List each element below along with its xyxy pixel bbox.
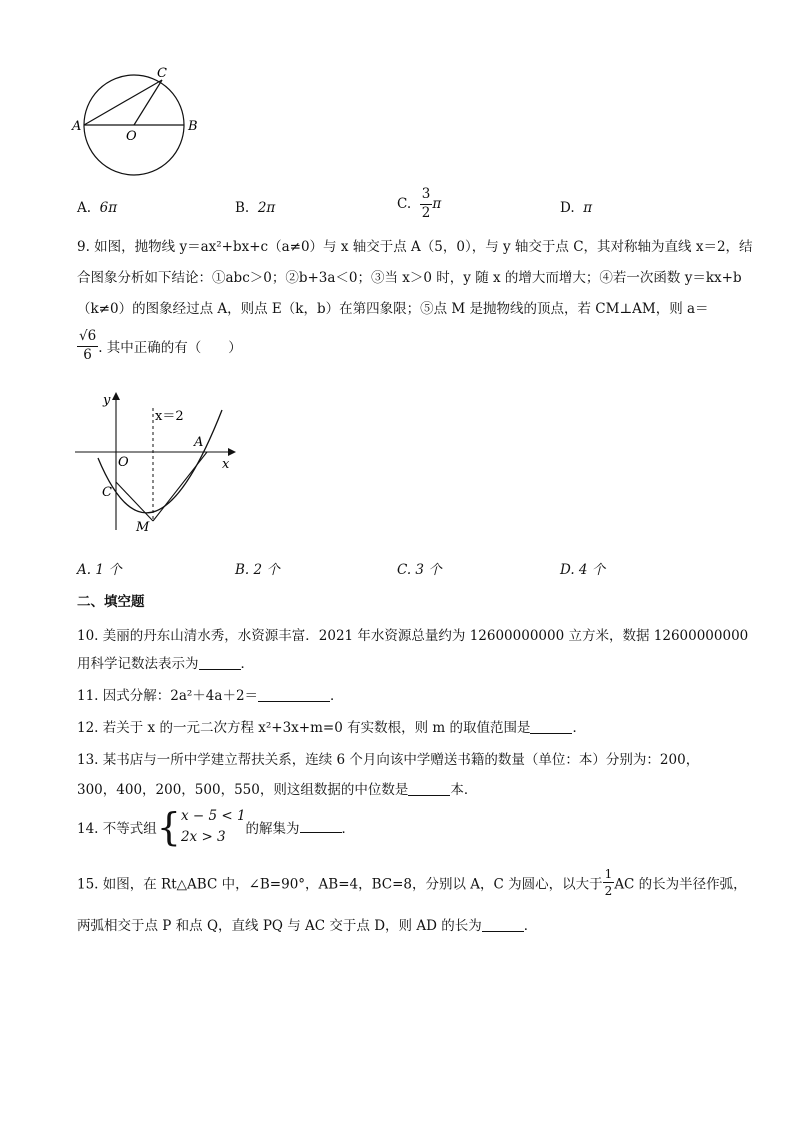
q15-line-2-text: 两弧相交于点 P 和点 Q，直线 PQ 与 AC 交于点 D，则 AD 的长为 bbox=[77, 918, 482, 934]
answer-blank[interactable] bbox=[300, 820, 342, 833]
circle-figure bbox=[70, 62, 210, 177]
q14-post: 的解集为 bbox=[245, 820, 300, 837]
q14-line bbox=[77, 806, 355, 848]
fraction-denominator: 6 bbox=[83, 346, 92, 363]
x-axis-arrow bbox=[228, 448, 236, 456]
inequality-1: x − 5 < 1 bbox=[180, 808, 246, 824]
option-value: 2π bbox=[257, 200, 276, 216]
option-letter: B. bbox=[235, 200, 250, 216]
q9-option-c: C. 3 个 bbox=[397, 562, 442, 578]
q15-line-1-text: 15. 如图，在 Rt△ABC 中，∠B=90°，AB=4，BC=8，分别以 A，C 为圆心，以大于 bbox=[77, 876, 603, 893]
q13-line-1: 13. 某书店与一所中学建立帮扶关系，连续 6 个月向该中学赠送书籍的数量（单位：本）分别为：200， bbox=[77, 752, 700, 768]
option-value: π bbox=[583, 200, 593, 216]
brace: { bbox=[156, 804, 181, 849]
q15-end: ． bbox=[523, 918, 538, 934]
fraction-denominator: 2 bbox=[604, 884, 613, 898]
q9-line-3: （k≠0）的图象经过点 A，则点 E（k，b）在第四象限；⑤点 M 是抛物线的顶点，若 CM⊥AM，则 a＝ bbox=[77, 301, 709, 317]
q10-line-2 bbox=[77, 652, 254, 672]
label-o: O bbox=[118, 455, 129, 470]
parabola-curve bbox=[98, 410, 222, 513]
q9-line-2: 合图象分析如下结论：①abc＞0；②b+3a＜0；③当 x＞0 时，y 随 x 的增大而增大；④若一次函数 y＝kx+b bbox=[77, 270, 742, 286]
section-title: 二、填空题 bbox=[77, 594, 145, 610]
fraction-3-2 bbox=[420, 188, 433, 220]
option-value: 6π bbox=[99, 200, 118, 216]
q13-line-2 bbox=[77, 778, 477, 798]
label-m: M bbox=[136, 520, 150, 535]
fraction-denominator: 2 bbox=[421, 204, 431, 221]
label-x: x bbox=[222, 457, 230, 472]
label-c: C bbox=[157, 66, 167, 81]
q8-option-d bbox=[560, 200, 592, 216]
answer-blank[interactable] bbox=[408, 783, 450, 796]
label-c: C bbox=[102, 485, 112, 500]
q8-option-a bbox=[77, 200, 117, 216]
label-o: O bbox=[126, 129, 137, 144]
q10-line-2-text: 用科学记数法表示为 bbox=[77, 656, 199, 672]
fraction-sqrt6-6 bbox=[77, 330, 98, 362]
chord-ac bbox=[84, 80, 162, 125]
fraction-numerator: √6 bbox=[77, 330, 98, 347]
option-letter: A. bbox=[77, 200, 92, 216]
label-y: y bbox=[103, 393, 111, 408]
q10-line-1: 10. 美丽的丹东山清水秀，水资源丰富．2021 年水资源总量约为 12600000000 立方米，数据 12600000000 bbox=[77, 628, 749, 644]
q15-line-1-post: AC 的长为半径作弧， bbox=[614, 876, 747, 893]
fraction-1-2 bbox=[603, 868, 615, 897]
q11-line bbox=[77, 684, 344, 704]
fraction-numerator: 3 bbox=[420, 188, 433, 205]
q8-option-b bbox=[235, 200, 275, 216]
q9-option-b: B. 2 个 bbox=[235, 562, 280, 578]
q10-end: ． bbox=[240, 656, 254, 672]
q11-text: 11. 因式分解：2a²＋4a＋2＝ bbox=[77, 688, 259, 704]
q15-line-2 bbox=[77, 914, 537, 934]
label-a: A bbox=[194, 435, 204, 450]
label-a: A bbox=[72, 119, 82, 134]
answer-blank[interactable] bbox=[258, 689, 330, 702]
q9-option-d: D. 4 个 bbox=[560, 562, 606, 578]
label-b: B bbox=[188, 119, 198, 134]
y-axis-arrow bbox=[112, 392, 120, 400]
q9-line-4-text: . 其中正确的有（ ） bbox=[98, 340, 242, 356]
q13-line-2-text: 300，400，200，500，550，则这组数据的中位数是 bbox=[77, 782, 409, 798]
fraction-numerator: 1 bbox=[604, 867, 613, 881]
q12-end: ． bbox=[572, 720, 586, 736]
q9-line-1: 9. 如图，抛物线 y＝ax²+bx+c（a≠0）与 x 轴交于点 A（5，0），与 y 轴交于点 C，其对称轴为直线 x＝2，结 bbox=[77, 239, 753, 255]
q13-end: 本． bbox=[450, 782, 478, 798]
q15-line-1 bbox=[77, 868, 747, 897]
radius-oc bbox=[134, 80, 162, 125]
q12-line bbox=[77, 716, 586, 736]
label-symmetry: x＝2 bbox=[155, 409, 184, 424]
q9-option-a: A. 1 个 bbox=[77, 562, 122, 578]
segment-am bbox=[153, 452, 207, 521]
segment-cm bbox=[116, 482, 153, 521]
inequality-system bbox=[181, 806, 246, 848]
q14-pre: 14. 不等式组 bbox=[77, 820, 157, 837]
inequality-2: 2x > 3 bbox=[180, 828, 226, 845]
answer-blank[interactable] bbox=[199, 657, 241, 670]
option-letter: D. bbox=[560, 200, 575, 216]
q9-line-4 bbox=[77, 330, 242, 362]
option-value: π bbox=[432, 196, 442, 212]
q14-end: ． bbox=[341, 820, 356, 837]
q11-end: ． bbox=[330, 688, 344, 704]
parabola-figure bbox=[70, 390, 245, 540]
q12-text: 12. 若关于 x 的一元二次方程 x²+3x+m=0 有实数根，则 m 的取值范围是 bbox=[77, 720, 531, 736]
option-letter: C. bbox=[397, 196, 412, 212]
answer-blank[interactable] bbox=[530, 721, 572, 734]
q8-option-c bbox=[397, 188, 441, 220]
answer-blank[interactable] bbox=[482, 919, 524, 932]
